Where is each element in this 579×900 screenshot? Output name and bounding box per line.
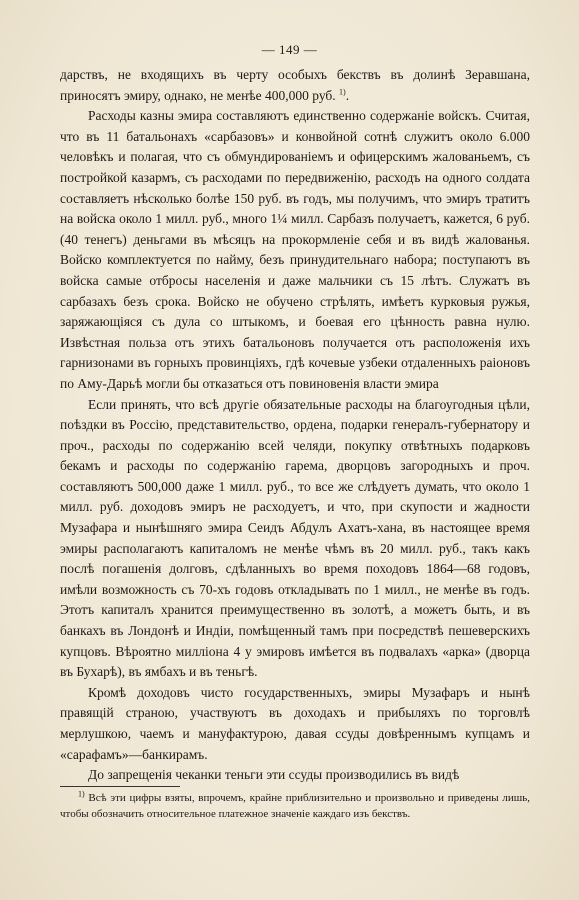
paragraph-2: Расходы казны эмира составляютъ единственно содержаніе войскъ. Считая, что въ 11 батальонахъ «сарбазовъ» и конвойной сотнѣ служитъ около 6.000 человѣкъ и полагая, что съ обмундированіемъ и офицерскимъ жалованьемъ, съ постройкой казармъ, съ расходами по передвиженію, расходъ на одного солдата составляетъ нѣсколько болѣе 150 руб. въ годъ, мы получимъ, что эмиръ тратитъ на войска около 1 милл. руб., много 1¼ милл. Сарбазъ получаетъ, кажется, 6 руб. (40 тенегъ) деньгами въ мѣсяцъ на прокормленіе себя и въ видѣ жалованья. Войско комплектуется по найму, безъ принудительнаго набора; поступаютъ въ войска самые отбросы населенія и даже мальчики съ 15 лѣтъ. Служатъ въ сарбазахъ безъ срока. Войско не обучено стрѣлять, имѣетъ курковыя ружья, заряжающіяся съ дула со штыкомъ, и боевая его цѣнность равна нулю. Извѣстная польза отъ этихъ батальоновъ получается отъ расположенія ихъ гарнизонами въ горныхъ провинціяхъ, гдѣ кочевые узбеки отдаленныхъ раіоновъ по Аму-Дарьѣ могли бы отказаться отъ повиновенія власти эмира — [60, 108, 530, 391]
footnote-ref: 1) — [339, 87, 346, 97]
footnote-text: Всѣ эти цифры взяты, впрочемъ, крайне приблизительно и произвольно и приведены лишь, чтобы обозначить относительное платежное значеніе каждаго изъ бекствъ. — [60, 792, 531, 820]
paragraph-1: дарствъ, не входящихъ въ черту особыхъ бекствъ въ долинѣ Зеравшана, приносятъ эмиру, однако, не менѣе 400,000 руб. $^{1)}$. — [60, 67, 530, 103]
footnote — [60, 791, 530, 822]
body-text — [60, 65, 530, 786]
paragraph-1-text: дарствъ, не входящихъ въ черту особыхъ бекствъ въ долинѣ Зеравшана, приносятъ эмиру, однако, не менѣе 400,000 руб. — [60, 67, 530, 103]
page-number: — 149 — — [261, 42, 318, 57]
paragraph-4: Кромѣ доходовъ чисто государственныхъ, эмиры Музафаръ и нынѣ правящій страною, участвуютъ въ доходахъ и прибыляхъ по торговлѣ мерлушкою, чаемъ и мануфактурою, давая ссуды довѣреннымъ купцамъ и «сарафамъ»—банкирамъ. — [60, 684, 530, 762]
paragraph-5: До запрещенія чеканки теньги эти ссуды производились въ видѣ — [88, 767, 460, 783]
footnote-divider — [60, 786, 180, 787]
paragraph-3: Если принять, что всѣ другіе обязательные расходы на благоугодныя цѣли, поѣздки въ Россію, представительство, ордена, подарки генералъ-губернатору и проч., расходы по содержанію всей челяди, покупку отвѣтныхъ подарковъ бекамъ и расходы по содержанію гарема, дворцовъ загородныхъ и проч. составляютъ 500,000 даже 1 милл. руб., то все же слѣдуетъ думать, что около 1 милл. руб. доходовъ эмиръ не расходуетъ, и что, при скупости и жадности Музафара и нынѣшняго эмира Сеидъ Абдулъ Ахатъ-хана, въ настоящее время эмиры располагаютъ капиталомъ не менѣе чѣмъ въ 20 милл. руб., такъ какъ послѣ погашенія долговъ, сдѣланныхъ во время походовъ 1864—68 годовъ, имѣли возможность съ 70-хъ годовъ откладывать по 1 милл., не менѣе въ годъ. Этотъ капиталъ хранится преимущественно въ золотѣ, а можетъ быть, и въ банкахъ въ Лондонѣ и Индіи, помѣщенный тамъ при посредствѣ пешеверскихъ купцовъ. Вѣроятно милліона 4 у эмировъ имѣется въ подвалахъ «арка» (дворца въ Бухарѣ), въ ямбахъ и въ теньгѣ. — [60, 396, 530, 680]
footnote-marker: 1) — [78, 789, 85, 799]
